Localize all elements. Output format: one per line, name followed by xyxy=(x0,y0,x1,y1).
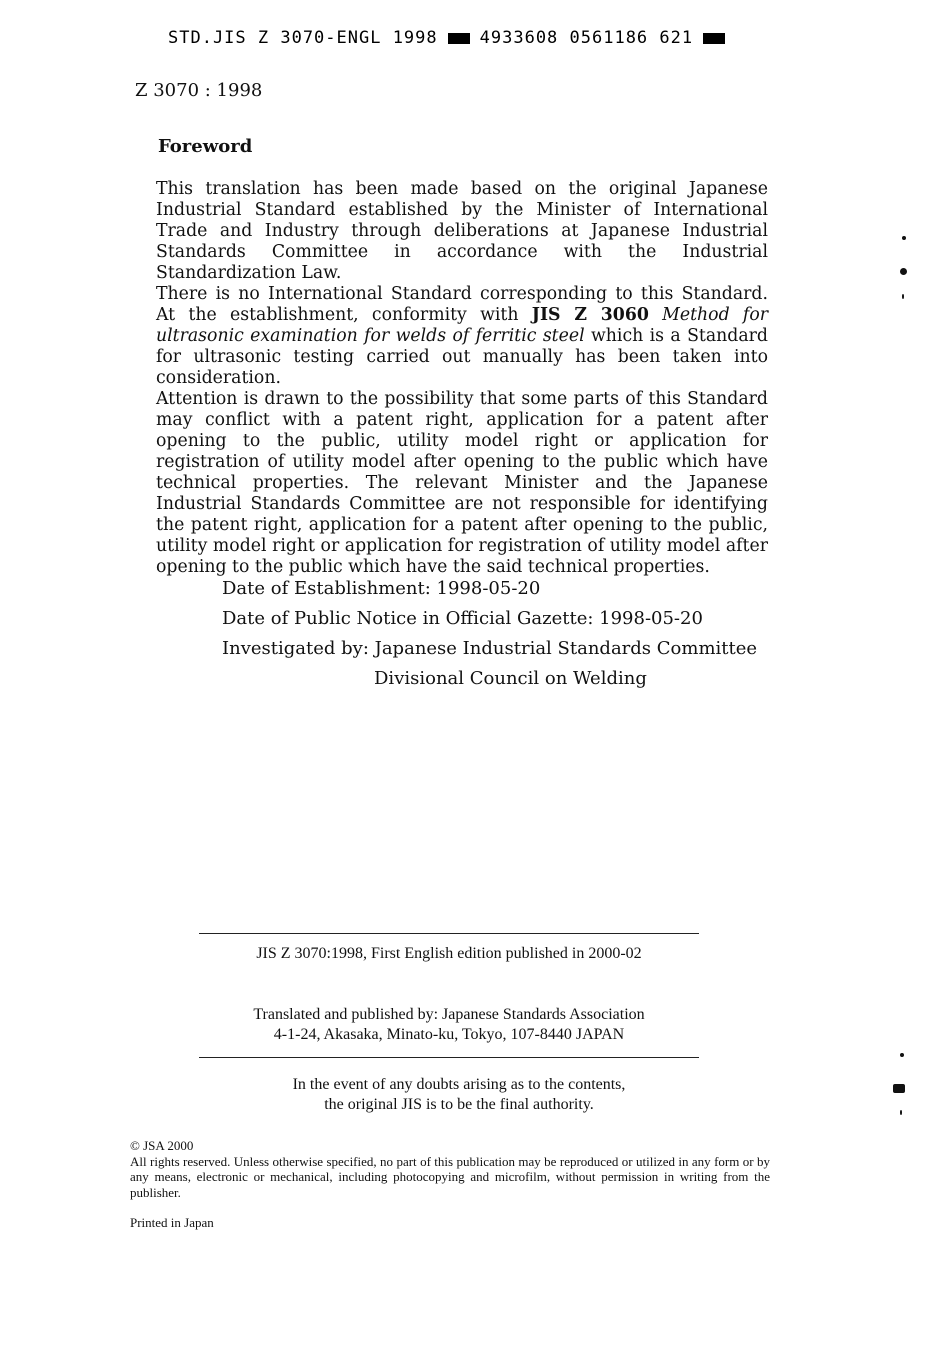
standard-title: Method for ultrasonic examination for welds of ferritic steel xyxy=(156,305,768,346)
standard-reference: JIS Z 3060 xyxy=(531,305,649,325)
scan-speck xyxy=(900,268,907,275)
authority-notice-line-2: the original JIS is to be the final authority. xyxy=(324,1096,594,1113)
scan-speck xyxy=(902,236,906,240)
date-of-establishment: Date of Establishment: 1998-05-20 xyxy=(222,578,541,599)
divider-bottom xyxy=(199,1057,699,1058)
printed-in: Printed in Japan xyxy=(130,1215,214,1230)
publisher-address: 4-1-24, Akasaka, Minato-ku, Tokyo, 107-8440 JAPAN xyxy=(273,1026,625,1043)
authority-notice xyxy=(199,1075,719,1115)
scan-code-right: 4933608 0561186 621 xyxy=(479,28,694,48)
publisher-name: Translated and published by: Japanese Standards Association xyxy=(253,1006,645,1023)
barcode-block-icon xyxy=(703,33,725,44)
scan-speck xyxy=(893,1084,905,1093)
scan-speck xyxy=(900,1053,904,1057)
paragraph-2-text: There is no International Standard corresponding to this Standard. At the establishment, conformity with xyxy=(156,284,768,325)
barcode-block-icon xyxy=(448,33,470,44)
scan-speck xyxy=(900,1110,902,1115)
document-id: Z 3070 : 1998 xyxy=(135,80,263,101)
foreword-paragraph-1: This translation has been made based on the original Japanese Industrial Standard established by the Minister of International Trade and Industry through deliberations at Japanese Industrial Standards Committee in accordance with the Industrial Standardization Law. xyxy=(156,179,768,283)
publisher-block xyxy=(199,1005,699,1045)
copyright-block xyxy=(130,1138,770,1200)
scan-barcode-header xyxy=(168,28,735,48)
foreword-paragraph-3: Attention is drawn to the possibility that some parts of this Standard may conflict with a patent right, application for a patent after opening to the public, utility model right or application for registration of utility model after opening to the public which have technical properties. The relevant Minister and the Japanese Industrial Standards Committee are not responsible for identifying the patent right, application for a patent after opening to the public, utility model right or application for registration of utility model after opening to the public which have the said technical properties. xyxy=(156,389,768,577)
copyright-symbol: © JSA 2000 xyxy=(130,1138,194,1153)
edition-line: JIS Z 3070:1998, First English edition published in 2000-02 xyxy=(256,945,642,962)
date-of-public-notice: Date of Public Notice in Official Gazette: 1998-05-20 xyxy=(222,608,703,629)
divisional-council: Divisional Council on Welding xyxy=(374,668,647,689)
scan-speck xyxy=(902,294,904,299)
foreword-body xyxy=(156,179,768,578)
divider-top xyxy=(199,933,699,934)
establishment-info xyxy=(222,574,757,694)
foreword-title: Foreword xyxy=(158,136,253,157)
foreword-paragraph-2 xyxy=(156,284,768,389)
scan-code-left: STD.JIS Z 3070-ENGL 1998 xyxy=(168,28,438,48)
paragraph-2-text-end: which is a Standard for ultrasonic testing carried out manually has been taken into consideration. xyxy=(156,326,768,388)
authority-notice-line-1: In the event of any doubts arising as to the contents, xyxy=(292,1076,626,1093)
investigated-by: Investigated by: Japanese Industrial Standards Committee xyxy=(222,638,758,659)
copyright-notice: All rights reserved. Unless otherwise specified, no part of this publication may be reproduced or utilized in any form or by any means, electronic or mechanical, including photocopying and microfilm, without permission in writing from the publisher. xyxy=(130,1153,770,1200)
